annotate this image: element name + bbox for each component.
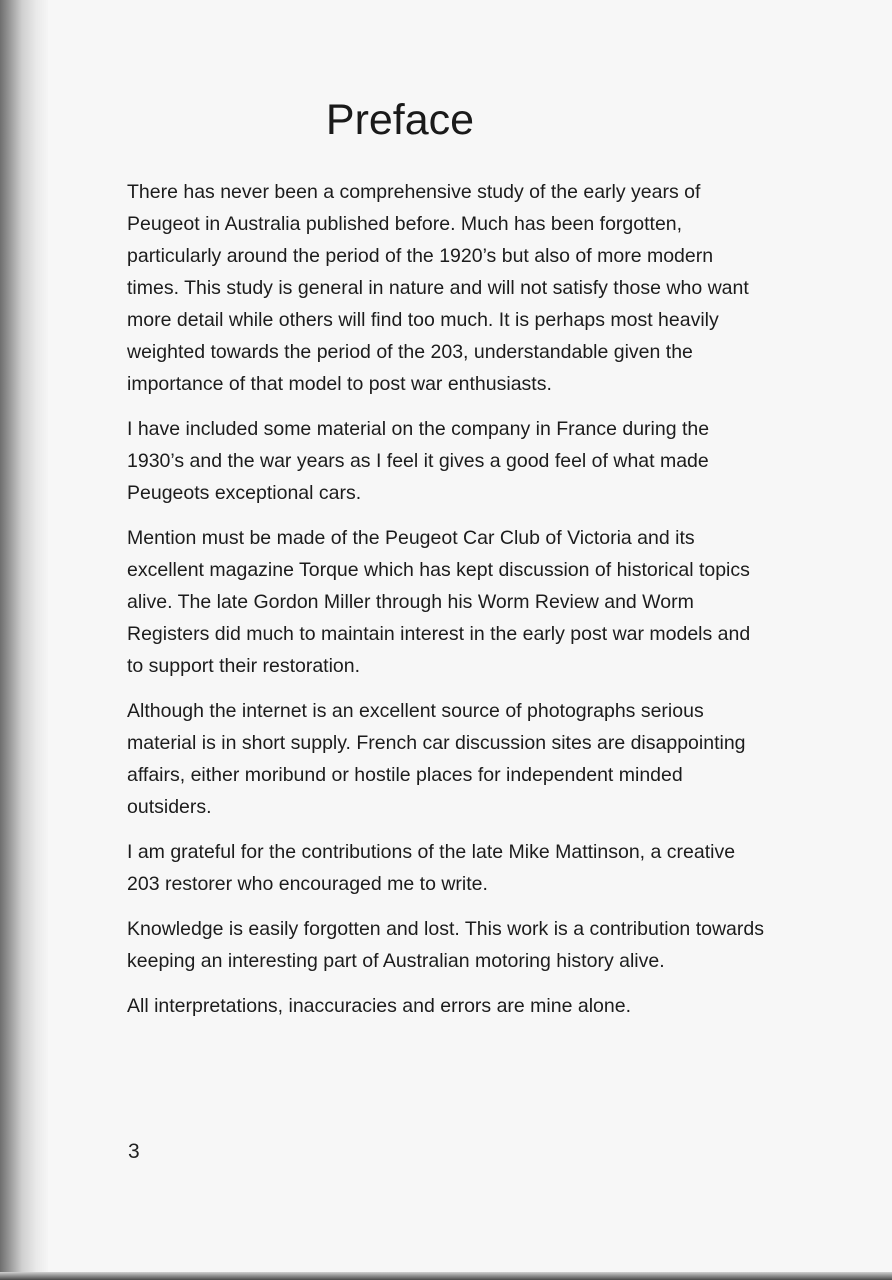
paragraph-intro: There has never been a comprehensive study of the early years of Peugeot in Australia published before. Much has been forgotten, particularly around the period of the 1920’s but also of more modern times. This study is general in nature and will not satisfy those who want more detail while others will find too much. It is perhaps most heavily weighted towards the period of the 203, understandable given the importance of that model to post war enthusiasts. <box>127 181 749 395</box>
paragraph-knowledge: Knowledge is easily forgotten and lost. This work is a contribution towards keeping an interesting part of Australian motoring history alive. <box>127 918 764 972</box>
page-number: 3 <box>128 1140 140 1163</box>
preface-body <box>127 176 767 1035</box>
paragraph-gratitude: I am grateful for the contributions of the late Mike Mattinson, a creative 203 restorer who encouraged me to write. <box>127 841 736 895</box>
page-bottom-edge <box>0 1272 892 1280</box>
paragraph-disclaimer: All interpretations, inaccuracies and errors are mine alone. <box>127 995 632 1017</box>
paragraph-france: I have included some material on the company in France during the 1930’s and the war years as I feel it gives a good feel of what made Peugeots exceptional cars. <box>127 418 710 504</box>
page-title: Preface <box>325 96 475 144</box>
paragraph-internet: Although the internet is an excellent source of photographs serious material is in short supply. French car discussion sites are disappointing affairs, either moribund or hostile places for independent minded outsiders. <box>127 700 746 818</box>
book-spine-shadow <box>0 0 48 1280</box>
paragraph-car-club: Mention must be made of the Peugeot Car Club of Victoria and its excellent magazine Torque which has kept discussion of historical topics alive. The late Gordon Miller through his Worm Review and Worm Registers did much to maintain interest in the early post war models and to support their restoration. <box>127 527 751 677</box>
